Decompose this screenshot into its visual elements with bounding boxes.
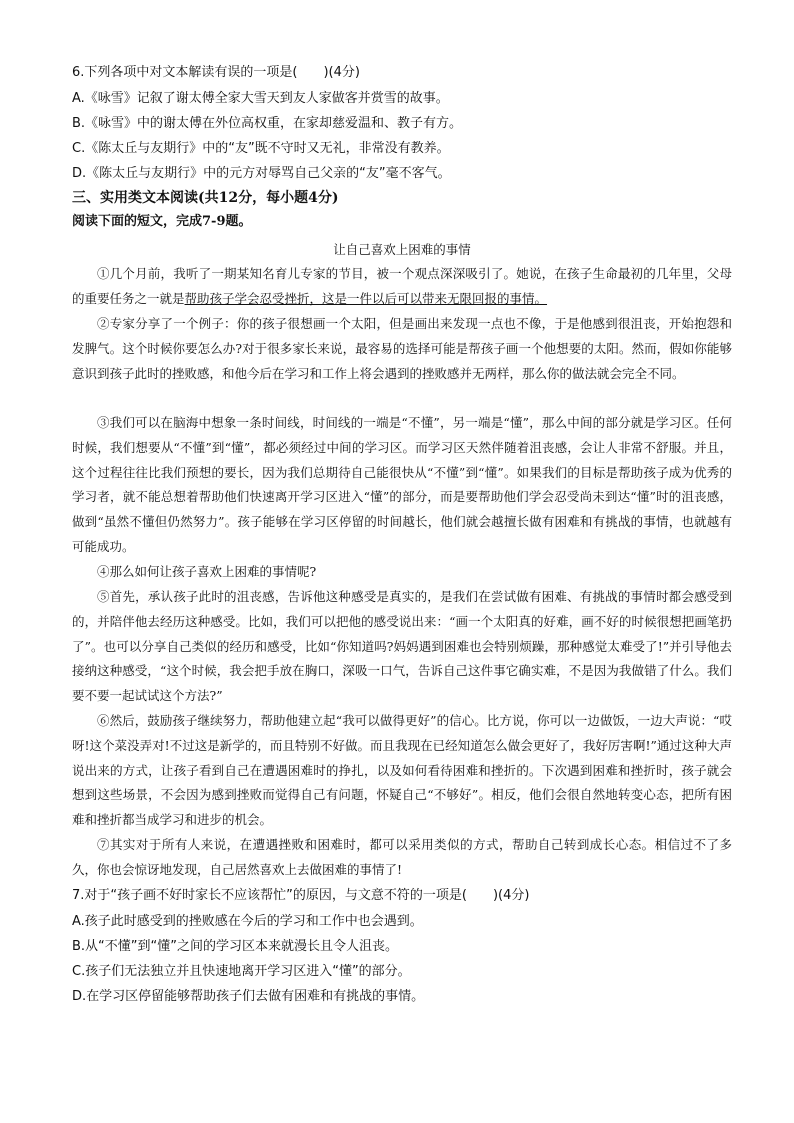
article-paragraph-1 — [72, 262, 732, 312]
q6-stem: 6.下列各项中对文本解读有误的一项是( )(4分) — [72, 65, 360, 80]
q6-option-d: D.《陈太丘与友期行》中的元方对辱骂自己父亲的“友”毫不客气。 — [72, 166, 451, 181]
article-paragraph-5: ⑤首先，承认孩子此时的沮丧感，告诉他这种感受是真实的，是我们在尝试做有困难、有挑战的事情时都会感受到的，并陪伴他去经历这种感受。比如，我们可以把他的感受说出来：“画一个太阳真的好难，画不好的时候很想把画笔扔了”。也可以分享自己类似的经历和感受，比如“你知道吗?妈妈遇到困难也会特别烦躁，那种感觉太难受了!”并引导他去接纳这种感受，“这个时候，我会把手放在胸口，深吸一口气，告诉自己这件事它确实难，不是因为我做错了什么。我们要不要一起试试这个方法?” — [72, 589, 732, 704]
q7-stem: 7.对于“孩子画不好时家长不应该帮忙”的原因，与文意不符的一项是( )(4分) — [72, 888, 530, 903]
section-instruction: 阅读下面的短文，完成7-9题。 — [72, 214, 252, 229]
paragraph-1-text: ①几个月前，我听了一期某知名育儿专家的节目，被一个观点深深吸引了。她说，在孩子生命最初的几年里，父母的重要任务之一就是 — [72, 266, 732, 306]
q6-option-a: A.《咏雪》记叙了谢太傅全家大雪天到友人家做客并赏雪的故事。 — [72, 91, 449, 106]
q7-option-c: C.孩子们无法独立并且快速地离开学习区进入“懂”的部分。 — [72, 964, 411, 979]
article-paragraph-2: ②专家分享了一个例子：你的孩子很想画一个太阳，但是画出来发现一点也不像，于是他感到很沮丧，开始抱怨和发脾气。这个时候你要怎么办?对于很多家长来说，最容易的选择可能是帮孩子画一个他想要的太阳。然而，假如你能够意识到孩子此时的挫败感，和他今后在学习和工作上将会遇到的挫败感并无两样，那么你的做法就会完全不同。 — [72, 316, 732, 381]
article-paragraph-6: ⑥然后，鼓励孩子继续努力，帮助他建立起“我可以做得更好”的信心。比方说，你可以一边做饭，一边大声说：“哎呀!这个菜没弄对!不过这是新学的，而且特别不好做。而且我现在已经知道怎么做会更好了，我好厉害啊!”通过这种大声说出来的方式，让孩子看到自己在遭遇困难时的挣扎，以及如何看待困难和挫折的。下次遇到困难和挫折时，孩子就会想到这些场景，不会因为感到挫败而觉得自己有问题，怀疑自己“不够好”。相反，他们会很自然地转变心态，把所有困难和挫折都当成学习和进步的机会。 — [72, 713, 732, 828]
article-paragraph-3: ③我们可以在脑海中想象一条时间线，时间线的一端是“不懂”，另一端是“懂”，那么中间的部分就是学习区。任何时候，我们想要从“不懂”到“懂”，都必须经过中间的学习区。而学习区天然伴随着沮丧感，会让人非常不舒服。并且，这个过程往往比我们预想的要长，因为我们总期待自己能很快从“不懂”到“懂”。如果我们的目标是帮助孩子成为优秀的学习者，就不能总想着帮助他们快速离开学习区进入“懂”的部分，而是要帮助他们学会忍受尚未到达“懂”时的沮丧感，做到“虽然不懂但仍然努力”。孩子能够在学习区停留的时间越长，他们就会越擅长做有困难和有挑战的事情，也就越有可能成功。 — [72, 415, 732, 554]
q7-option-b: B.从“不懂”到“懂”之间的学习区本来就漫长且令人沮丧。 — [72, 939, 398, 954]
article-paragraph-7: ⑦其实对于所有人来说，在遭遇挫败和困难时，都可以采用类似的方式，帮助自己转到成长心态。相信过不了多久，你也会惊讶地发现，自己居然喜欢上去做困难的事情了! — [72, 837, 732, 877]
q6-option-c: C.《陈太丘与友期行》中的“友”既不守时又无礼，非常没有教养。 — [72, 141, 450, 156]
section-heading: 三、实用类文本阅读(共12分，每小题4分) — [72, 190, 339, 206]
q6-option-b: B.《咏雪》中的谢太傅在外位高权重，在家却慈爱温和、教子有方。 — [72, 116, 463, 131]
article-paragraph-4: ④那么如何让孩子喜欢上困难的事情呢? — [97, 564, 317, 579]
paragraph-1-underlined-text: 帮助孩子学会忍受挫折，这是一件以后可以带来无限回报的事情。 — [184, 290, 548, 306]
q7-option-a: A.孩子此时感受到的挫败感在今后的学习和工作中也会遇到。 — [72, 914, 423, 929]
q7-option-d: D.在学习区停留能够帮助孩子们去做有困难和有挑战的事情。 — [72, 989, 425, 1004]
article-title: 让自己喜欢上困难的事情 — [333, 242, 471, 257]
